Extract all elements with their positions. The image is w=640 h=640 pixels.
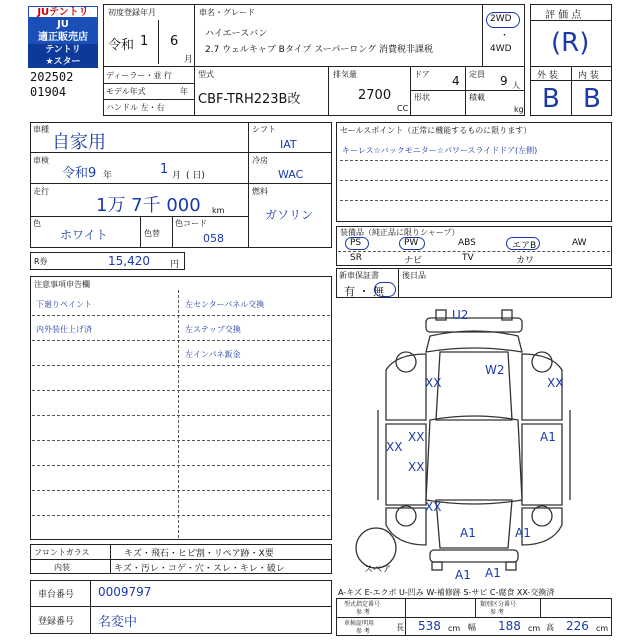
fuel-label: 燃料 [252, 187, 268, 196]
mark-a1-3: A1 [515, 526, 531, 540]
hgt-label: 高 [546, 623, 554, 632]
notes-label: 注意事項申告欄 [34, 280, 90, 289]
rating-ext-value: B [542, 84, 560, 114]
name-label: 車名・グレード [199, 8, 255, 17]
cert-label: 車検証明用 [344, 620, 375, 627]
disp-unit: CC [397, 104, 409, 113]
ac-label: 冷房 [252, 156, 268, 165]
equip-abs: ABS [458, 238, 476, 248]
rating-label: 評 価 点 [545, 10, 582, 21]
drive-2wd: 2WD [490, 14, 512, 24]
dealer-logo [28, 6, 98, 67]
name-line2: 2.7 ウェルキャブ Bタイプ スーパーロング 消費税非課税 [205, 45, 434, 55]
rating-value: (R) [551, 28, 590, 58]
load-label: 積載 [469, 93, 485, 102]
len-label: 長 [396, 623, 404, 632]
note-right-1: 左センターパネル交換 [185, 300, 265, 309]
hgt-value: 226 [566, 619, 589, 633]
mark-a1-4: A1 [455, 568, 471, 582]
note-right-2: 左ステップ交換 [185, 325, 241, 334]
color-code-value: 058 [203, 232, 224, 245]
shift-label: シフト [252, 125, 276, 134]
note-left-1: 下廻りペイント [36, 300, 92, 309]
color-code-label: 色コード [175, 219, 207, 228]
plate-value: 名変中 [98, 615, 138, 630]
sales-label: セールスポイント（正常に機能するものに限ります） [340, 126, 532, 135]
mark-u2: U2 [452, 308, 469, 322]
color-value: ホワイト [60, 228, 108, 242]
chassis-label: 車台番号 [38, 590, 75, 600]
equip-ps: PS [350, 238, 362, 248]
recycle-unit: 円 [170, 260, 180, 270]
mark-a1-1: A1 [540, 430, 556, 444]
disp-value: 2700 [358, 88, 392, 103]
shift-value: IAT [280, 138, 297, 151]
equip-label: 装備品（純正品に限りシャープ） [340, 228, 460, 237]
drive-4wd: 4WD [490, 44, 512, 54]
reg-year: 1 [140, 34, 149, 49]
name-line1: ハイエースバン [205, 29, 268, 39]
logo-line1: JU [57, 19, 69, 30]
equip-leather: カワ [516, 256, 535, 266]
type-value: CBF-TRH223B改 [198, 92, 301, 107]
equip-aw: AW [572, 238, 587, 248]
wid-label: 幅 [468, 623, 476, 632]
model-number-label: 型式指定番号 [344, 601, 381, 608]
color-label: 色 [33, 219, 41, 228]
inspect-year-unit: 年 [103, 171, 113, 181]
mark-xx-1: XX [425, 376, 442, 390]
model-year-label: モデル年式 [106, 87, 146, 96]
inspect-era: 令和9 [62, 166, 97, 181]
mark-w2: W2 [485, 363, 505, 377]
disp-label: 排気量 [333, 70, 357, 79]
spare-label: スペア [364, 565, 392, 575]
mark-xx-2: XX [547, 376, 564, 390]
chassis-plate-box [30, 580, 332, 634]
model-year-unit: 年 [180, 87, 188, 96]
note-right-3: 左インパネ鈑金 [185, 350, 241, 359]
note-left-2: 内外装仕上げ済 [36, 325, 92, 334]
equip-sr: SR [350, 253, 362, 263]
inspect-month: 1 [160, 162, 169, 177]
dealer-label: ディーラー・並 行 [106, 71, 172, 80]
inspect-label: 車検 [33, 156, 49, 165]
equip-airbag: エアB [512, 241, 537, 251]
front-glass-label: フロントガラス [34, 548, 90, 557]
door-value: 4 [452, 74, 460, 88]
hgt-cm: cm [596, 624, 609, 633]
plate-label: 登録番号 [38, 617, 75, 627]
reg-label: 初度登録年月 [108, 8, 156, 17]
cap-value: 9 [500, 74, 508, 88]
inspect-paren: ( 日) [186, 171, 205, 181]
car-type-label: 車種 [33, 125, 49, 134]
mark-a1-5: A1 [485, 566, 501, 580]
rating-int-value: B [583, 84, 601, 114]
reg-era: 令和 [108, 38, 135, 53]
shape-label: 形状 [414, 93, 430, 102]
car-type-value: 自家用 [52, 132, 106, 153]
interior-value: キズ・汚レ・コゲ・穴・スレ・キレ・破レ [114, 564, 285, 574]
equip-pw: PW [404, 238, 419, 248]
type-label: 型式 [198, 70, 214, 79]
mark-xx-4: XX [386, 440, 403, 454]
equip-navi: ナビ [404, 256, 423, 266]
reg-month: 6 [170, 34, 179, 49]
mark-xx-6: XX [425, 500, 442, 514]
front-glass-value: キズ・飛石・ヒビ割・リペア跡・X要 [124, 549, 274, 559]
rating-int-label: 内 装 [578, 71, 599, 81]
fuel-value: ガソリン [265, 208, 314, 222]
recycle-value: 15,420 [108, 254, 150, 268]
reg-month-unit: 月 [184, 55, 194, 65]
sales-line1: キーレス☆バックモニター☆パワースライドドア(左側) [342, 146, 538, 155]
logo-line4: ★スター [28, 56, 98, 68]
len-value: 538 [418, 619, 441, 633]
mark-xx-3: XX [408, 430, 425, 444]
warranty-label: 新車保証書 [339, 271, 379, 280]
interior-label: 内装 [54, 563, 70, 572]
lot-number [30, 70, 73, 100]
color-swap-label: 色替 [144, 229, 160, 238]
drive-dot: ・ [500, 31, 510, 41]
cap-unit: 人 [512, 81, 520, 90]
mileage-label: 走行 [33, 187, 49, 196]
mark-xx-5: XX [408, 460, 425, 474]
rating-ext-label: 外 装 [537, 71, 558, 81]
wid-cm: cm [528, 624, 541, 633]
damage-legend: A-キズ E-エクボ U-凹み W-補修跡 S-サビ C-腐食 XX-交換済 [338, 588, 555, 597]
lot-line2: 01904 [30, 85, 67, 99]
mark-a1-2: A1 [460, 526, 476, 540]
class-number-label: 類別区分番号 [480, 601, 517, 608]
warranty-value: 有 ・ 無 [344, 285, 384, 298]
len-cm: cm [448, 624, 461, 633]
handle-label: ハンドル 左・右 [106, 103, 165, 112]
model-ref: 参 考 [356, 609, 370, 616]
chassis-value: 0009797 [98, 585, 152, 599]
mileage-unit: km [212, 206, 225, 215]
recycle-label: R券 [34, 257, 48, 266]
cert-ref: 参 考 [356, 628, 370, 635]
load-unit: kg [514, 105, 524, 114]
sales-point-box [336, 122, 612, 222]
inspect-month-unit: 月 [172, 171, 182, 181]
logo-line3: テントリ [28, 44, 98, 56]
ac-value: WAC [278, 168, 304, 181]
cap-label: 定員 [469, 70, 485, 79]
equip-tv: TV [462, 253, 474, 263]
wid-value: 188 [498, 619, 521, 633]
logo-line2: 適正販売店 [38, 32, 88, 43]
door-label: ドア [414, 70, 430, 79]
after-label: 後日品 [402, 271, 426, 280]
mileage-value: 1万 7千 000 [96, 195, 201, 216]
class-ref: 参 考 [490, 609, 504, 616]
lot-line1: 202502 [30, 70, 74, 84]
logo-brand: JUテントリ [28, 6, 98, 18]
